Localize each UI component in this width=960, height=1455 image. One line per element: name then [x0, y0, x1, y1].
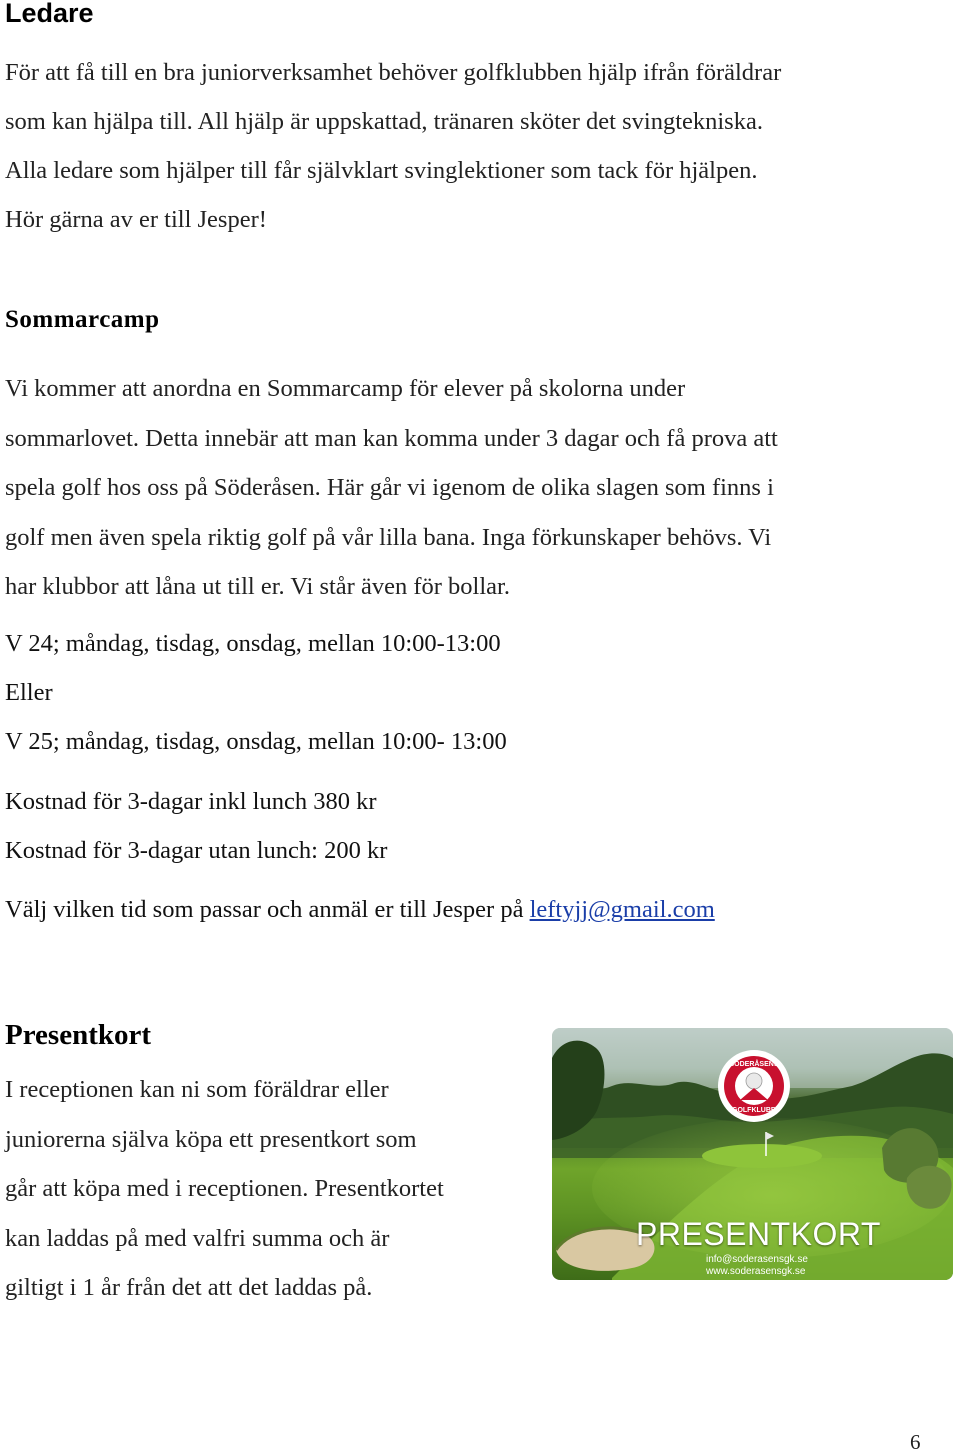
signup-line [5, 896, 715, 924]
sommarcamp-line: Vi kommer att anordna en Sommarcamp för elever på skolorna under [5, 375, 686, 402]
ledare-line: Alla ledare som hjälper till får självklart svinglektioner som tack för hjälpen. [5, 157, 758, 184]
gift-card-website: www.soderasensgk.se [706, 1266, 806, 1277]
heading-presentkort: Presentkort [5, 1019, 152, 1051]
cost-without-lunch: Kostnad för 3-dagar utan lunch: 200 kr [5, 837, 388, 864]
gift-card-image [552, 1028, 953, 1280]
sommarcamp-line: sommarlovet. Detta innebär att man kan komma under 3 dagar och få prova att [5, 424, 778, 452]
sommarcamp-line: har klubbor att låna ut till er. Vi står även för bollar. [5, 573, 510, 600]
logo-text-bottom: GOLFKLUBB [732, 1107, 776, 1114]
email-link[interactable]: leftyjj@gmail.com [529, 896, 715, 923]
gift-card-title: PRESENTKORT [636, 1216, 881, 1252]
page-number: 6 [910, 1430, 921, 1454]
heading-sommarcamp: Sommarcamp [5, 306, 160, 333]
presentkort-line: giltigt i 1 år från det att det laddas på. [5, 1274, 373, 1301]
sommarcamp-line: golf men även spela riktig golf på vår lilla bana. Inga förkunskaper behövs. Vi [5, 523, 772, 551]
sommarcamp-line: spela golf hos oss på Söderåsen. Här går vi igenom de olika slagen som finns i [5, 474, 774, 501]
ledare-paragraph [5, 48, 781, 244]
sommarcamp-paragraph [5, 364, 778, 612]
ledare-line: Hör gärna av er till Jesper! [5, 206, 267, 233]
logo-text-top: SÖDERÅSENS [729, 1061, 779, 1068]
golfklubb-logo [718, 1050, 790, 1122]
ledare-line: som kan hjälpa till. All hjälp är uppskattad, tränaren sköter det svingtekniska. [5, 108, 763, 135]
heading-ledare: Ledare [5, 0, 94, 28]
presentkort-line: I receptionen kan ni som föräldrar eller [5, 1076, 389, 1103]
ledare-line: För att få till en bra juniorverksamhet behöver golfklubben hjälp ifrån föräldrar [5, 59, 782, 86]
signup-text: Välj vilken tid som passar och anmäl er till Jesper på [5, 896, 530, 923]
schedule-week-25: V 25; måndag, tisdag, onsdag, mellan 10:00- 13:00 [5, 728, 507, 755]
presentkort-line: juniorerna själva köpa ett presentkort som [5, 1125, 417, 1153]
presentkort-paragraph [5, 1065, 444, 1313]
presentkort-line: går att köpa med i receptionen. Presentkortet [5, 1175, 444, 1202]
presentkort-line: kan laddas på med valfri summa och är [5, 1224, 390, 1252]
cost-with-lunch: Kostnad för 3-dagar inkl lunch 380 kr [5, 788, 377, 815]
schedule-week-24: V 24; måndag, tisdag, onsdag, mellan 10:00-13:00 [5, 630, 501, 657]
schedule-or: Eller [5, 679, 53, 706]
gift-card-email: info@soderasensgk.se [706, 1254, 808, 1265]
